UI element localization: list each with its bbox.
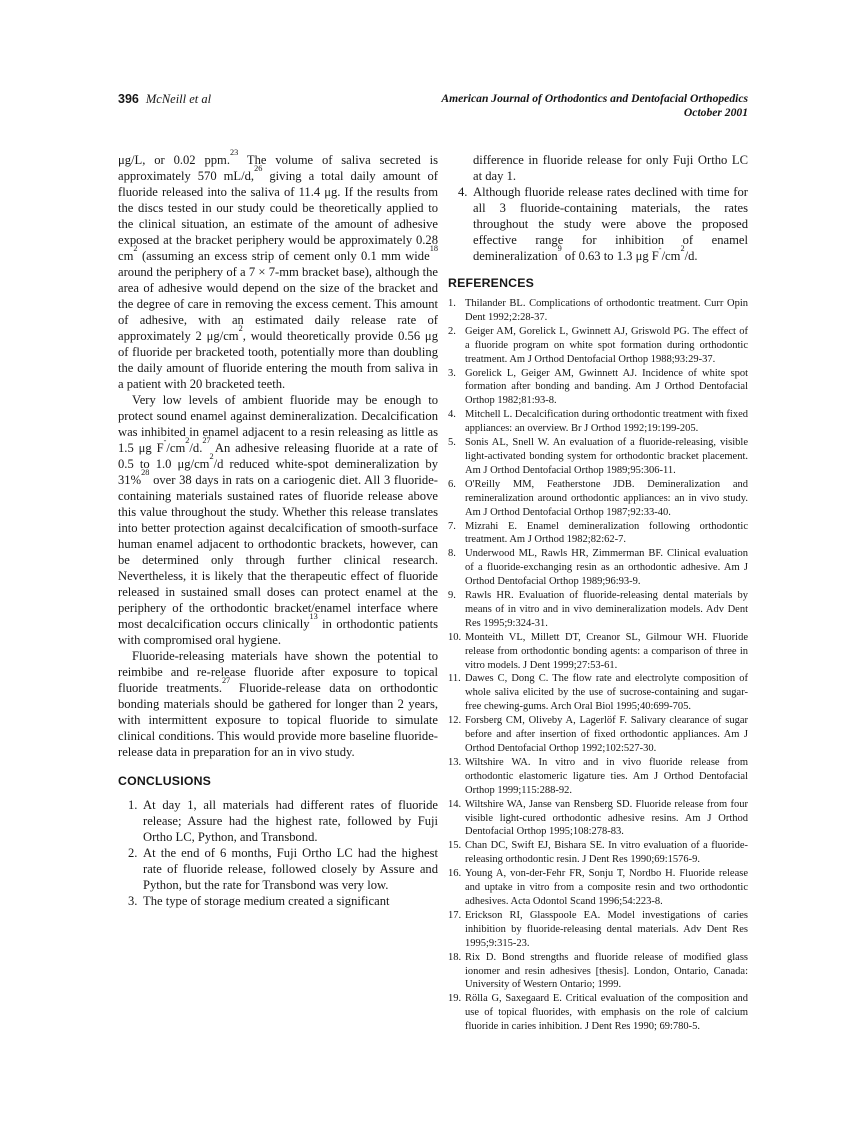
reference-number: 3. <box>448 367 456 379</box>
reference-text: Underwood ML, Rawls HR, Zimmerman BF. Clinical evaluation of a fluoride-exchanging resin as an orthodontic adhesive. Am J Orthod Dentofacial Orthop 1989;96:93-9. <box>465 548 748 588</box>
left-column <box>118 148 439 1034</box>
reference-item <box>448 951 748 993</box>
reference-text: Mitchell L. Decalcification during orthodontic treatment with fixed appliances: an overview. Br J Orthod 1992;19:199-205. <box>465 409 748 435</box>
running-head-left <box>118 92 211 106</box>
reference-text: Gorelick L, Geiger AM, Gwinnett AJ. Incidence of white spot formation after bonding and banding. Am J Orthod Dentofacial Orthop 1982;81:93-8. <box>465 367 748 407</box>
running-head <box>118 92 748 119</box>
reference-text: O'Reilly MM, Featherstone JDB. Demineralization and remineralization around orthodontic appliances: an in vivo study. Am J Orthod Dentofacial Orthop 1987;92:33-40. <box>465 478 748 518</box>
reference-number: 4. <box>448 409 456 421</box>
reference-number: 10. <box>448 631 462 643</box>
reference-number: 15. <box>448 840 462 852</box>
reference-item <box>448 867 748 909</box>
list-item-continuation: difference in fluoride release for only Fuji Ortho LC at day 1. <box>473 153 748 183</box>
running-head-right <box>441 92 748 119</box>
reference-number: 17. <box>448 909 462 921</box>
reference-number: 6. <box>448 478 456 490</box>
item-number: 1. <box>128 798 138 812</box>
references-list <box>448 297 748 1034</box>
reference-text: Erickson RI, Glasspoole EA. Model investigations of caries inhibition by fluoride-releasing dental materials. Adv Dent Res 1995;9:315-23. <box>465 909 748 949</box>
body-paragraph: μg/L, or 0.02 ppm.$^{23}$ The volume of saliva secreted is approximately 570 mL/d,$^{26}$ giving a total daily amount of fluoride released into the saliva of 11.4 μg. If the results from the discs tested in our study could be theoretically applied to the clinical situation, an estimate of the amount of adhesive exposed at the bracket periphery would be approximately 0.28 $cm^2$ (assuming an excess strip of cement only 0.1 mm wide$^{18}$ around the periphery of a 7 × 7-mm bracket base), although the area of adhesive would depend on the size of the bracket and the degree of care in removing the excess cement. This amount of adhesive, with an estimated daily release rate of approximately 2 $\mu g/cm^2$, would theoretically provide 0.56 μg of fluoride per bracketed tooth, potentially more than doubling the daily amount of fluoride entering the mouth from saliva in a patient with 20 bracketed teeth. <box>118 148 438 391</box>
item-number: 3. <box>128 894 138 908</box>
item-text: At the end of 6 months, Fuji Ortho LC had the highest rate of fluoride release, followed closely by Assure and Python, but the rate for Transbond was very low. <box>143 846 438 892</box>
reference-number: 13. <box>448 756 462 768</box>
issue-date: October 2001 <box>683 105 748 119</box>
reference-item <box>448 798 748 840</box>
reference-item <box>448 520 748 548</box>
body-paragraph: Fluoride-releasing materials have shown the potential to reimbibe and re-release fluoride after exposure to topical fluoride treatments.$^{27}$ Fluoride-release data on orthodontic bonding materials should be gathered for longer than 2 years, with intermittent exposure to topical fluoride to simulate clinical conditions. This would provide more baseline fluoride-release data in preparation for an in vivo study. <box>118 649 438 759</box>
reference-item <box>448 436 748 478</box>
reference-text: Rawls HR. Evaluation of fluoride-releasing dental materials by means of in vitro and in vivo demineralization models. Adv Dent Res 1995;9:324-31. <box>465 590 748 629</box>
reference-text: Wiltshire WA, Janse van Rensberg SD. Fluoride release from four visible light-cured orthodontic adhesive resins. Am J Orthod Dentofacial Orthop 1995;108:278-83. <box>465 798 748 838</box>
reference-number: 7. <box>448 520 456 532</box>
reference-item <box>448 631 748 673</box>
reference-text: Thilander BL. Complications of orthodontic treatment. Curr Opin Dent 1992;2:28-37. <box>465 298 748 323</box>
conclusions-list <box>118 797 438 909</box>
right-column <box>448 152 748 1034</box>
reference-item <box>448 909 748 951</box>
reference-text: Monteith VL, Millett DT, Creanor SL, Gilmour WH. Fluoride release from orthodontic bonding agents: a comparison of three in vitro models. J Dent 1999;27:53-61. <box>465 631 748 671</box>
reference-number: 18. <box>448 951 462 963</box>
reference-item <box>448 297 748 325</box>
reference-number: 9. <box>448 590 456 602</box>
references-heading: REFERENCES <box>448 276 535 290</box>
reference-text: Sonis AL, Snell W. An evaluation of a fluoride-releasing, visible light-activated bonding system for orthodontic bracket placement. Am J Orthod Dentofacial Orthop 1989;95:306-11. <box>465 437 748 476</box>
reference-number: 5. <box>448 437 456 449</box>
reference-text: Dawes C, Dong C. The flow rate and electrolyte composition of whole saliva elicited by the use of sucrose-containing and sugar-free chewing-gums. Arch Oral Biol 1995;40:699-705. <box>465 673 748 713</box>
numbered-list-item <box>118 893 438 909</box>
item-text: The type of storage medium created a significant <box>143 894 390 908</box>
reference-number: 12. <box>448 715 462 727</box>
reference-text: Wiltshire WA. In vitro and in vivo fluoride release from orthodontic elastomeric ligature ties. Am J Orthod Dentofacial Orthop 1999;115:288-92. <box>465 756 748 796</box>
reference-text: Young A, von-der-Fehr FR, Sonju T, Nordbo H. Fluoride release and uptake in vitro from a composite resin and two orthodontic adhesives. Acta Odontol Scand 1996;54:223-8. <box>465 868 748 907</box>
reference-item <box>448 992 748 1034</box>
reference-item <box>448 547 748 589</box>
reference-item <box>448 756 748 798</box>
reference-item <box>448 367 748 409</box>
item-number: 2. <box>128 846 138 860</box>
reference-text: Rölla G, Saxegaard E. Critical evaluation of the composition and use of topical fluorides, with emphasis on the role of calcium fluoride in caries inhibition. J Dent Res 1990; 69:780-5. <box>465 993 748 1033</box>
reference-number: 11. <box>448 673 461 685</box>
reference-number: 8. <box>448 548 456 560</box>
reference-number: 2. <box>448 325 456 337</box>
conclusions-heading: CONCLUSIONS <box>118 774 212 788</box>
reference-text: Mizrahi E. Enamel demineralization following orthodontic treatment. Am J Orthod 1982;82:62-7. <box>465 520 748 546</box>
reference-text: Forsberg CM, Oliveby A, Lagerlöf F. Salivary clearance of sugar before and after insertion of fixed orthodontic appliances. Am J Orthod Dentofacial Orthop 1992;102:527-30. <box>465 715 748 754</box>
running-authors: McNeill et al <box>145 92 212 106</box>
reference-text: Chan DC, Swift EJ, Bishara SE. In vitro evaluation of a fluoride-releasing orthodontic resin. J Dent Res 1990;69:1576-9. <box>465 840 748 866</box>
reference-item <box>448 589 748 631</box>
reference-item <box>448 478 748 520</box>
item-number: 4. <box>458 185 468 199</box>
body-paragraph: Very low levels of ambient fluoride may be enough to protect sound enamel against demineralization. Decalcification was inhibited in enamel adjacent to a resin releasing as little as 1.5 μg $F^-/cm^2/d.^{27}$ An adhesive releasing fluoride at a rate of 0.5 to 1.0 $\mu g/cm^2/d$ reduced white-spot demineralization by 31%$^{28}$ over 38 days in rats on a cariogenic diet. All 3 fluoride-containing materials sustained rates of fluoride release above this value throughout the study. Whether this release translates into better protection against decalcification of smooth-surface human enamel adjacent to orthodontic brackets, however, can be determined only through further clinical research. Nevertheless, it is likely that the therapeutic effect of fluoride released in sustained small doses can protect enamel at the periphery of the orthodontic bracket/enamel interface where most decalcification occurs clinically$^{13}$ in orthodontic patients with compromised oral hygiene. <box>118 393 439 647</box>
reference-number: 16. <box>448 868 462 880</box>
page-number: 396 <box>118 92 139 106</box>
numbered-list-item <box>118 845 438 893</box>
article-body <box>118 148 748 1034</box>
numbered-list-item <box>118 797 438 845</box>
journal-name: American Journal of Orthodontics and Dentofacial Orthopedics <box>441 92 748 105</box>
reference-number: 19. <box>448 993 462 1005</box>
reference-item <box>448 325 748 367</box>
conclusions-list-continued <box>448 184 748 264</box>
numbered-list-item <box>448 184 748 264</box>
reference-number: 1. <box>448 298 456 309</box>
reference-text: Geiger AM, Gorelick L, Gwinnett AJ, Griswold PG. The effect of a fluoride program on white spot formation during orthodontic treatment. Am J Orthod Dentofacial Orthop 1988;93:29-37. <box>465 325 748 365</box>
item-text: Although fluoride release rates declined with time for all 3 fluoride-containing materials, the rates throughout the study were above the proposed effective range for inhibition of enamel demineralization$^9$ of 0.63 to 1.3 μg $F^-/cm^2/d$. <box>473 185 748 263</box>
reference-item <box>448 839 748 867</box>
reference-text: Rix D. Bond strengths and fluoride release of modified glass ionomer and resin adhesives [thesis]. London, Ontario, Canada: University of Western Ontario; 1999. <box>465 951 748 991</box>
reference-number: 14. <box>448 798 462 810</box>
reference-item <box>448 672 748 714</box>
reference-item <box>448 408 748 436</box>
reference-item <box>448 714 748 756</box>
item-text: At day 1, all materials had different rates of fluoride release; Assure had the highest rate, followed by Fuji Ortho LC, Python, and Transbond. <box>143 798 438 844</box>
